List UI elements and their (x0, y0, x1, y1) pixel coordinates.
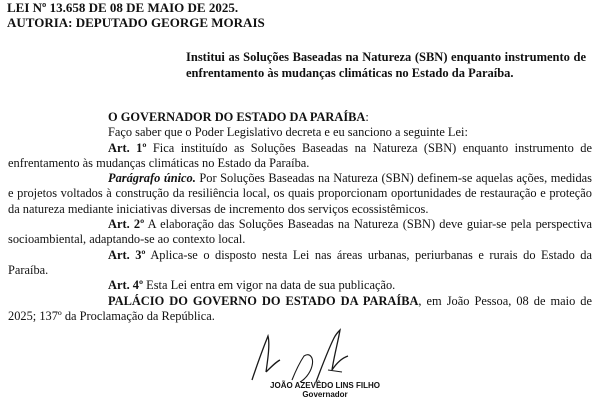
sole-paragraph (8, 171, 592, 217)
governor-intro (8, 110, 592, 125)
article-1 (8, 141, 592, 172)
article-3-label: Art. 3º (108, 247, 146, 262)
law-summary: Institui as Soluções Baseadas na Natureza (SBN) enquanto instrumento de enfrentamento às mudanças climáticas no Estado da Paraíba. (186, 50, 586, 80)
law-body (8, 110, 592, 324)
signature-block (230, 322, 420, 400)
enactment-clause: Faço saber que o Poder Legislativo decreta e eu sanciono a seguinte Lei: (108, 125, 468, 140)
handwritten-signature-icon (230, 322, 420, 384)
closing-text: , em João Pessoa, 08 de maio de 2025; 137º da Proclamação da República. (8, 293, 592, 323)
article-2-text: A elaboração das Soluções Baseadas na Natureza (SBN) deve guiar-se pela perspectiva socioambiental, adaptando-se ao contexto local. (8, 217, 592, 247)
governor-colon: : (365, 110, 369, 124)
article-2 (8, 217, 592, 248)
law-title: LEI Nº 13.658 DE 08 DE MAIO DE 2025. (7, 0, 239, 15)
article-3-text: Aplica-se o disposto nesta Lei nas áreas urbanas, periurbanas e rurais do Estado da Paraíba. (8, 247, 592, 277)
article-1-text: Fica instituído as Soluções Baseadas na Natureza (SBN) enquanto instrumento de enfrentamento às mudanças climáticas no Estado da Paraíba. (8, 140, 592, 170)
signatory-name: JOÃO AZEVÊDO LINS FILHO (270, 381, 380, 390)
law-authorship: AUTORIA: DEPUTADO GEORGE MORAIS (7, 15, 265, 30)
article-3 (8, 248, 592, 279)
article-4-text: Esta Lei entra em vigor na data de sua publicação. (143, 278, 396, 293)
signatory-role: Governador (302, 390, 348, 399)
sole-paragraph-label: Parágrafo único. (108, 171, 196, 186)
palace-name: PALÁCIO DO GOVERNO DO ESTADO DA PARAÍBA (108, 293, 419, 308)
article-4 (8, 278, 592, 293)
article-1-label: Art. 1º (108, 140, 147, 155)
sole-paragraph-text: Por Soluções Baseadas na Natureza (SBN) definem-se aquelas ações, medidas e projetos voltados à construção da resiliência local, os quais proporcionam oportunidades de restauração e proteção da natureza mediante iniciativas diversas de incremento dos serviços ecossistêmicos. (8, 171, 592, 216)
governor-title: O GOVERNADOR DO ESTADO DA PARAÍBA (108, 110, 366, 124)
article-4-label: Art. 4º (108, 278, 144, 293)
closing-clause (8, 294, 592, 325)
article-2-label: Art. 2º (108, 217, 145, 232)
